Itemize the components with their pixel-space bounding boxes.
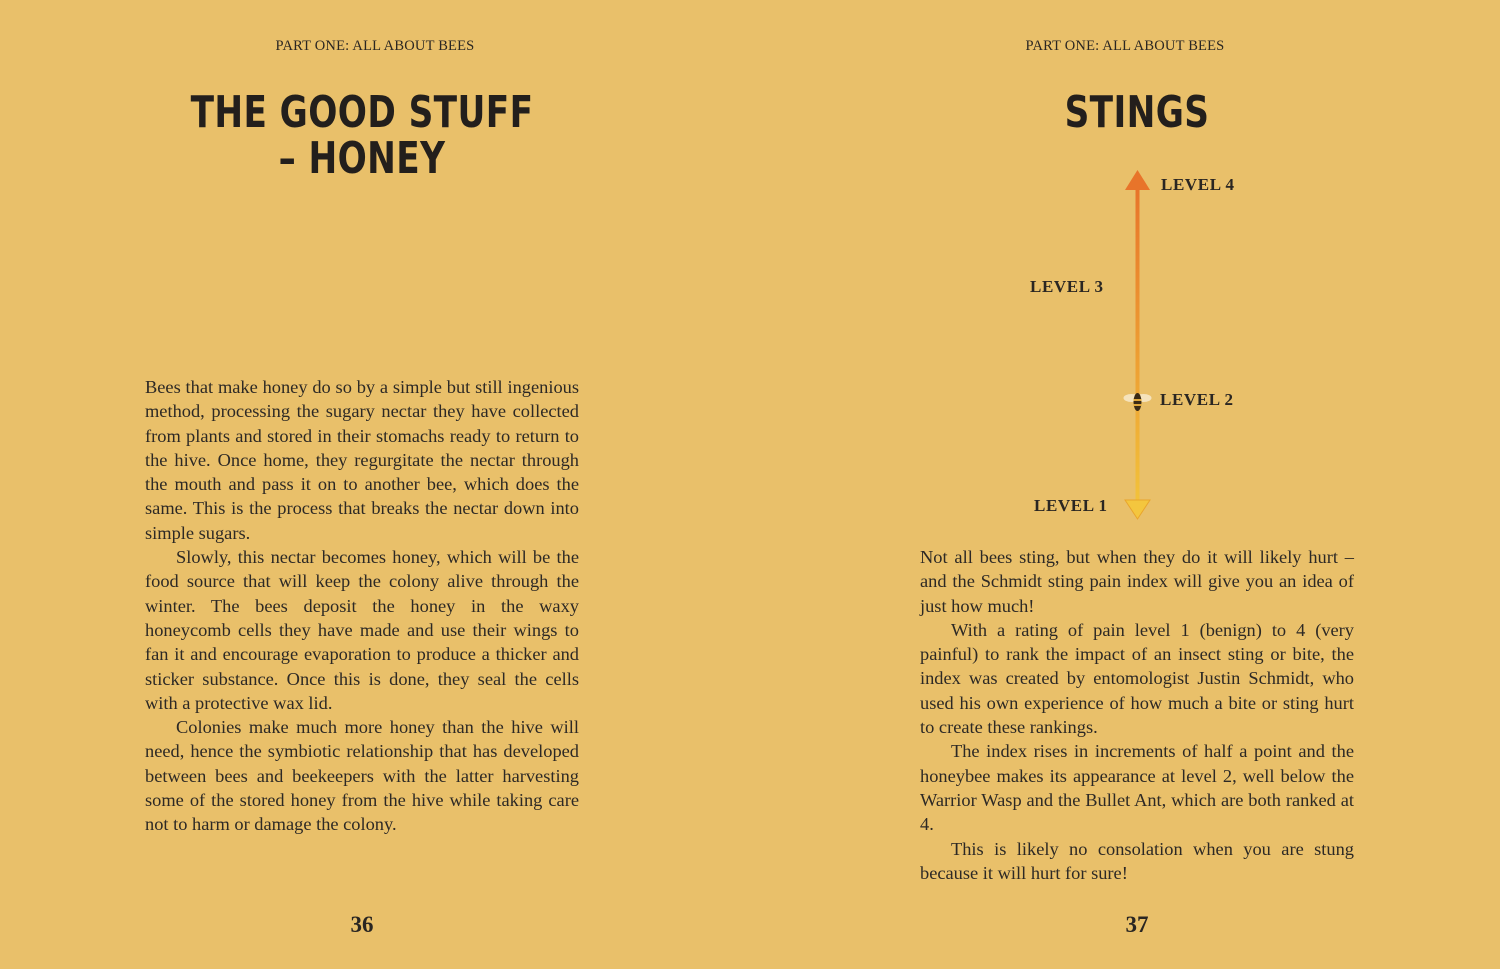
paragraph: This is likely no consolation when you are stung because it will hurt for sure! xyxy=(920,838,1354,883)
running-head-left: PART ONE: ALL ABOUT BEES xyxy=(275,38,475,54)
scale-label-level-2: LEVEL 2 xyxy=(1160,390,1234,409)
arrow-up-icon xyxy=(1125,170,1150,190)
sting-pain-scale xyxy=(750,0,1500,540)
scale-label-level-3: LEVEL 3 xyxy=(1030,277,1104,296)
paragraph: Bees that make honey do so by a simple but still ingenious method, processing the sugary nectar they have collected from plants and stored in their stomachs ready to return to the hive. Once home, they regurgitate the nectar through the mouth and pass it on to another bee, which does the same. This is the process that breaks the nectar down into simple sugars. xyxy=(145,377,579,543)
bee-icon xyxy=(1124,393,1152,411)
page-title-honey xyxy=(70,87,655,184)
paragraph: Colonies make much more honey than the hive will need, hence the symbiotic relationship that has developed between bees and beekeepers with the latter harvesting some of the stored honey from the hive while taking care not to harm or damage the colony. xyxy=(145,717,579,835)
title-line-2: – HONEY xyxy=(278,133,446,184)
title-line-1: THE GOOD STUFF xyxy=(190,87,534,138)
scale-label-level-4: LEVEL 4 xyxy=(1161,175,1235,194)
paragraph: Slowly, this nectar becomes honey, which will be the food source that will keep the colony alive through the winter. The bees deposit the honey in the waxy honeycomb cells they have made and use their wings to fan it and encourage evaporation to produce a thicker and sticker substance. Once this is done, they seal the cells with a protective wax lid. xyxy=(145,547,579,713)
body-text-stings xyxy=(920,545,1354,885)
right-page xyxy=(750,0,1500,969)
scale-label-level-1: LEVEL 1 xyxy=(1034,496,1108,515)
paragraph: The index rises in increments of half a point and the honeybee makes its appearance at level 2, well below the Warrior Wasp and the Bullet Ant, which are both ranked at 4. xyxy=(920,741,1354,835)
paragraph: With a rating of pain level 1 (benign) to 4 (very painful) to rank the impact of an insect sting or bite, the index was created by entomologist Justin Schmidt, who used his own experience of how much a bite or sting hurt to create these rankings. xyxy=(920,619,1354,738)
scale-shaft xyxy=(1136,186,1140,502)
page-title-stings: STINGS xyxy=(1064,87,1210,138)
paragraph: Not all bees sting, but when they do it will likely hurt – and the Schmidt sting pain index will give you an idea of just how much! xyxy=(920,547,1354,616)
page-number-left: 36 xyxy=(350,912,374,937)
body-text-honey xyxy=(145,375,579,837)
arrow-down-icon xyxy=(1125,500,1150,519)
running-head-right: PART ONE: ALL ABOUT BEES xyxy=(1025,38,1225,54)
page-number-right: 37 xyxy=(1125,912,1149,937)
